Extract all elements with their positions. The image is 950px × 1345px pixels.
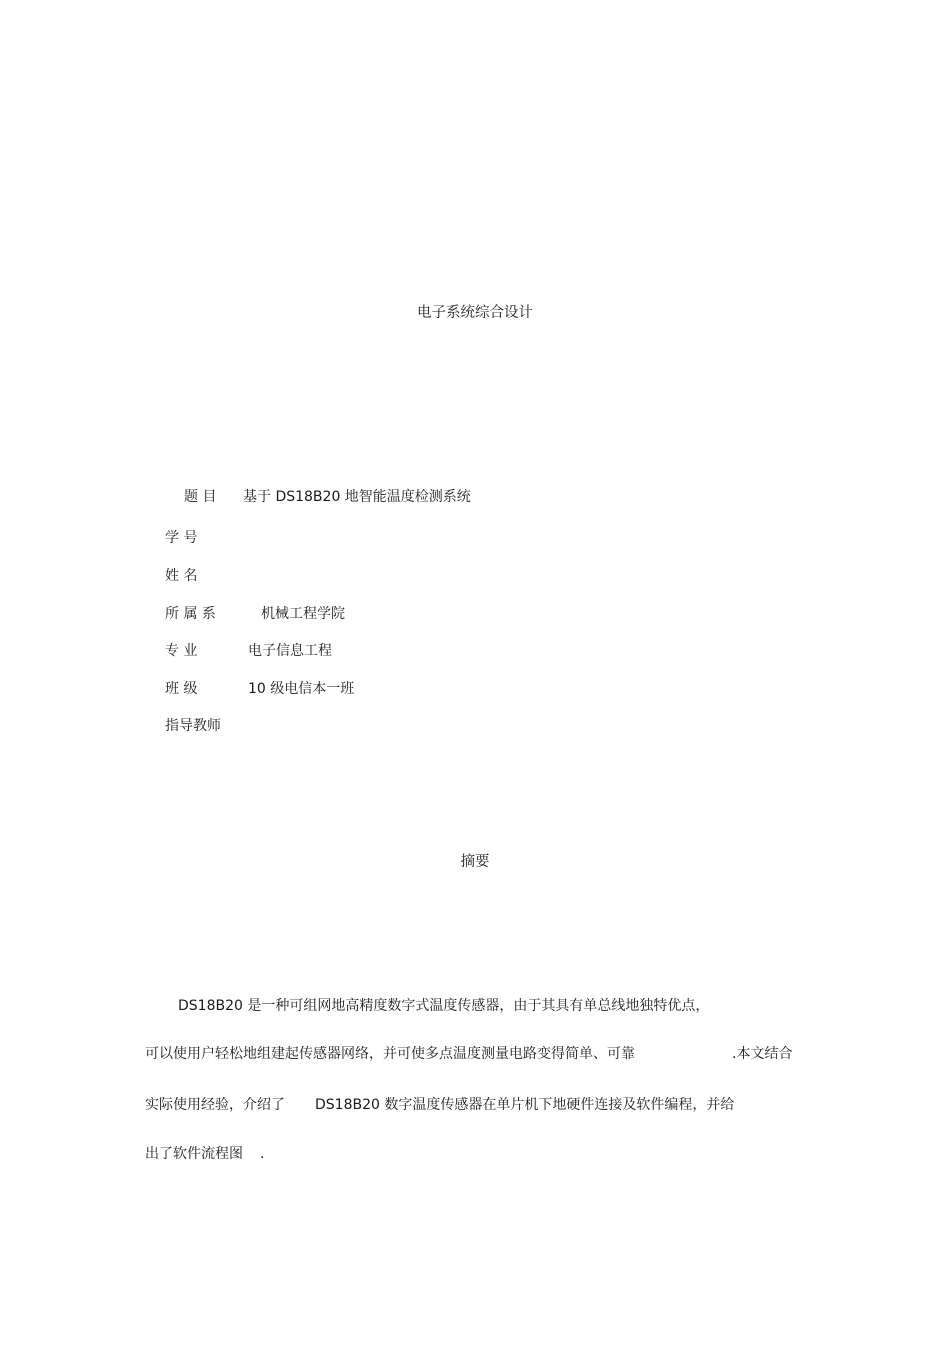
abstract-line-3-tail: DS18B20 数字温度传感器在单片机下地硬件连接及软件编程，并给 bbox=[315, 1097, 735, 1113]
department-label: 所 属 系 bbox=[165, 606, 216, 622]
major-value: 电子信息工程 bbox=[248, 643, 332, 659]
abstract-heading: 摘要 bbox=[460, 854, 490, 870]
major-label: 专 业 bbox=[165, 643, 198, 659]
abstract-line-2: 可以使用户轻松地组建起传感器网络，并可使多点温度测量电路变得简单、可靠 bbox=[145, 1046, 635, 1062]
advisor-label: 指导教师 bbox=[165, 718, 221, 734]
name-label: 姓 名 bbox=[165, 568, 198, 584]
document-title: 电子系统综合设计 bbox=[417, 305, 533, 321]
class-label: 班 级 bbox=[165, 681, 198, 697]
topic-label: 题 目 bbox=[184, 489, 217, 505]
abstract-line-2-tail: .本文结合 bbox=[732, 1046, 793, 1062]
abstract-line-3: 实际使用经验，介绍了 bbox=[145, 1097, 285, 1113]
abstract-line-1: DS18B20 是一种可组网地高精度数字式温度传感器，由于其具有单总线地独特优点， bbox=[178, 998, 710, 1014]
abstract-line-4: 出了软件流程图 bbox=[145, 1146, 243, 1162]
class-value: 10 级电信本一班 bbox=[248, 681, 355, 697]
abstract-line-4-tail: . bbox=[260, 1146, 265, 1162]
topic-value: 基于 DS18B20 地智能温度检测系统 bbox=[243, 489, 471, 505]
department-value: 机械工程学院 bbox=[261, 606, 345, 622]
student-id-label: 学 号 bbox=[165, 530, 198, 546]
